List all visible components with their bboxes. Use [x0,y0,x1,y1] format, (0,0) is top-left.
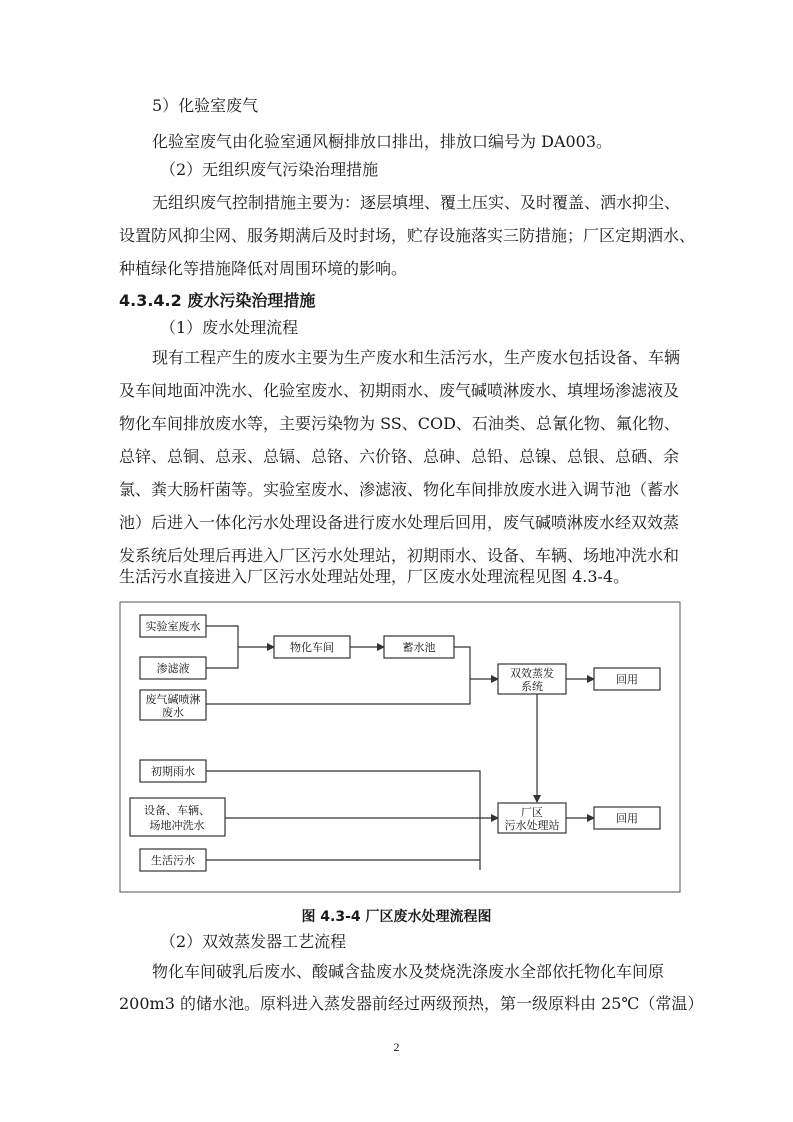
paragraph-line: 物化车间排放废水等，主要污染物为 SS、COD、石油类、总氰化物、氟化物、 [119,414,680,433]
paragraph-line: 现有工程产生的废水主要为生产废水和生活污水，生产废水包括设备、车辆 [152,348,681,367]
wastewater-subtitle: （1）废水处理流程 [160,318,299,337]
label-reuse-top: 回用 [616,673,638,686]
label-reuse-bottom: 回用 [616,812,638,825]
label-domestic: 生活污水 [151,854,195,867]
label-reservoir: 蓄水池 [402,641,436,654]
paragraph-line: 无组织废气控制措施主要为：逐层填埋、覆土压实、及时覆盖、洒水抑尘、 [152,193,681,212]
label-lab-wastewater: 实验室废水 [145,620,201,633]
paragraph-line: 及车间地面冲洗水、化验室废水、初期雨水、废气碱喷淋废水、填埋场渗滤液及 [119,381,680,400]
paragraph-line: 池）后进入一体化污水处理设备进行废水处理后回用，废气碱喷淋废水经双效蒸 [119,513,680,532]
figure-caption: 图 4.3-4 厂区废水处理流程图 [301,909,492,925]
label-scrubber-1: 废气碱喷淋 [145,693,201,706]
label-plant-1: 厂区 [521,806,543,819]
section-heading: 4.3.4.2 废水污染治理措施 [119,291,316,310]
connector [206,626,238,668]
connector [454,647,470,670]
wastewater-flowchart [0,590,793,900]
label-scrubber-2: 废水 [162,706,184,719]
label-rain: 初期雨水 [151,765,195,778]
paragraph-line: 物化车间破乳后废水、酸碱含盐废水及焚烧洗涤废水全部依托物化车间原 [152,962,665,981]
arrow-evaporator [470,670,498,679]
paragraph-line: 总锌、总铜、总汞、总镉、总铬、六价铬、总砷、总铅、总镍、总银、总硒、余 [119,447,680,466]
label-leachate: 渗滤液 [156,662,190,675]
evaporator-subtitle: （2）双效蒸发器工艺流程 [160,932,347,951]
connector [206,771,480,870]
section-5-title: 5）化验室废气 [152,96,259,115]
unorganized-subtitle: （2）无组织废气污染治理措施 [160,160,379,179]
label-evaporator-2: 系统 [521,680,543,693]
connector [206,679,470,704]
label-plant-2: 污水处理站 [504,819,560,832]
paragraph-line: 发系统后处理后再进入厂区污水处理站，初期雨水、设备、车辆、场地冲洗水和 [119,546,680,565]
label-evaporator-1: 双效蒸发 [510,667,554,680]
section-5-body: 化验室废气由化验室通风橱排放口排出，排放口编号为 DA003。 [152,132,613,151]
label-wash-2: 场地冲洗水 [149,819,205,832]
paragraph-line: 200m3 的储水池。原料进入蒸发器前经过两级预热，第一级原料由 25℃（常温） [119,994,704,1013]
paragraph-line: 种植绿化等措施降低对周围环境的影响。 [119,259,408,278]
page-number: 2 [393,1040,400,1054]
label-wash-1: 设备、车辆、 [144,804,210,817]
paragraph-line: 氯、粪大肠杆菌等。实验室废水、渗滤液、物化车间排放废水进入调节池（蓄水 [119,480,680,499]
paragraph-line: 设置防风抑尘网、服务期满后及时封场，贮存设施落实三防措施；厂区定期洒水、 [119,226,696,245]
label-physchem: 物化车间 [290,641,334,654]
paragraph-line: 生活污水直接进入厂区污水处理站处理，厂区废水处理流程见图 4.3-4。 [119,567,630,586]
